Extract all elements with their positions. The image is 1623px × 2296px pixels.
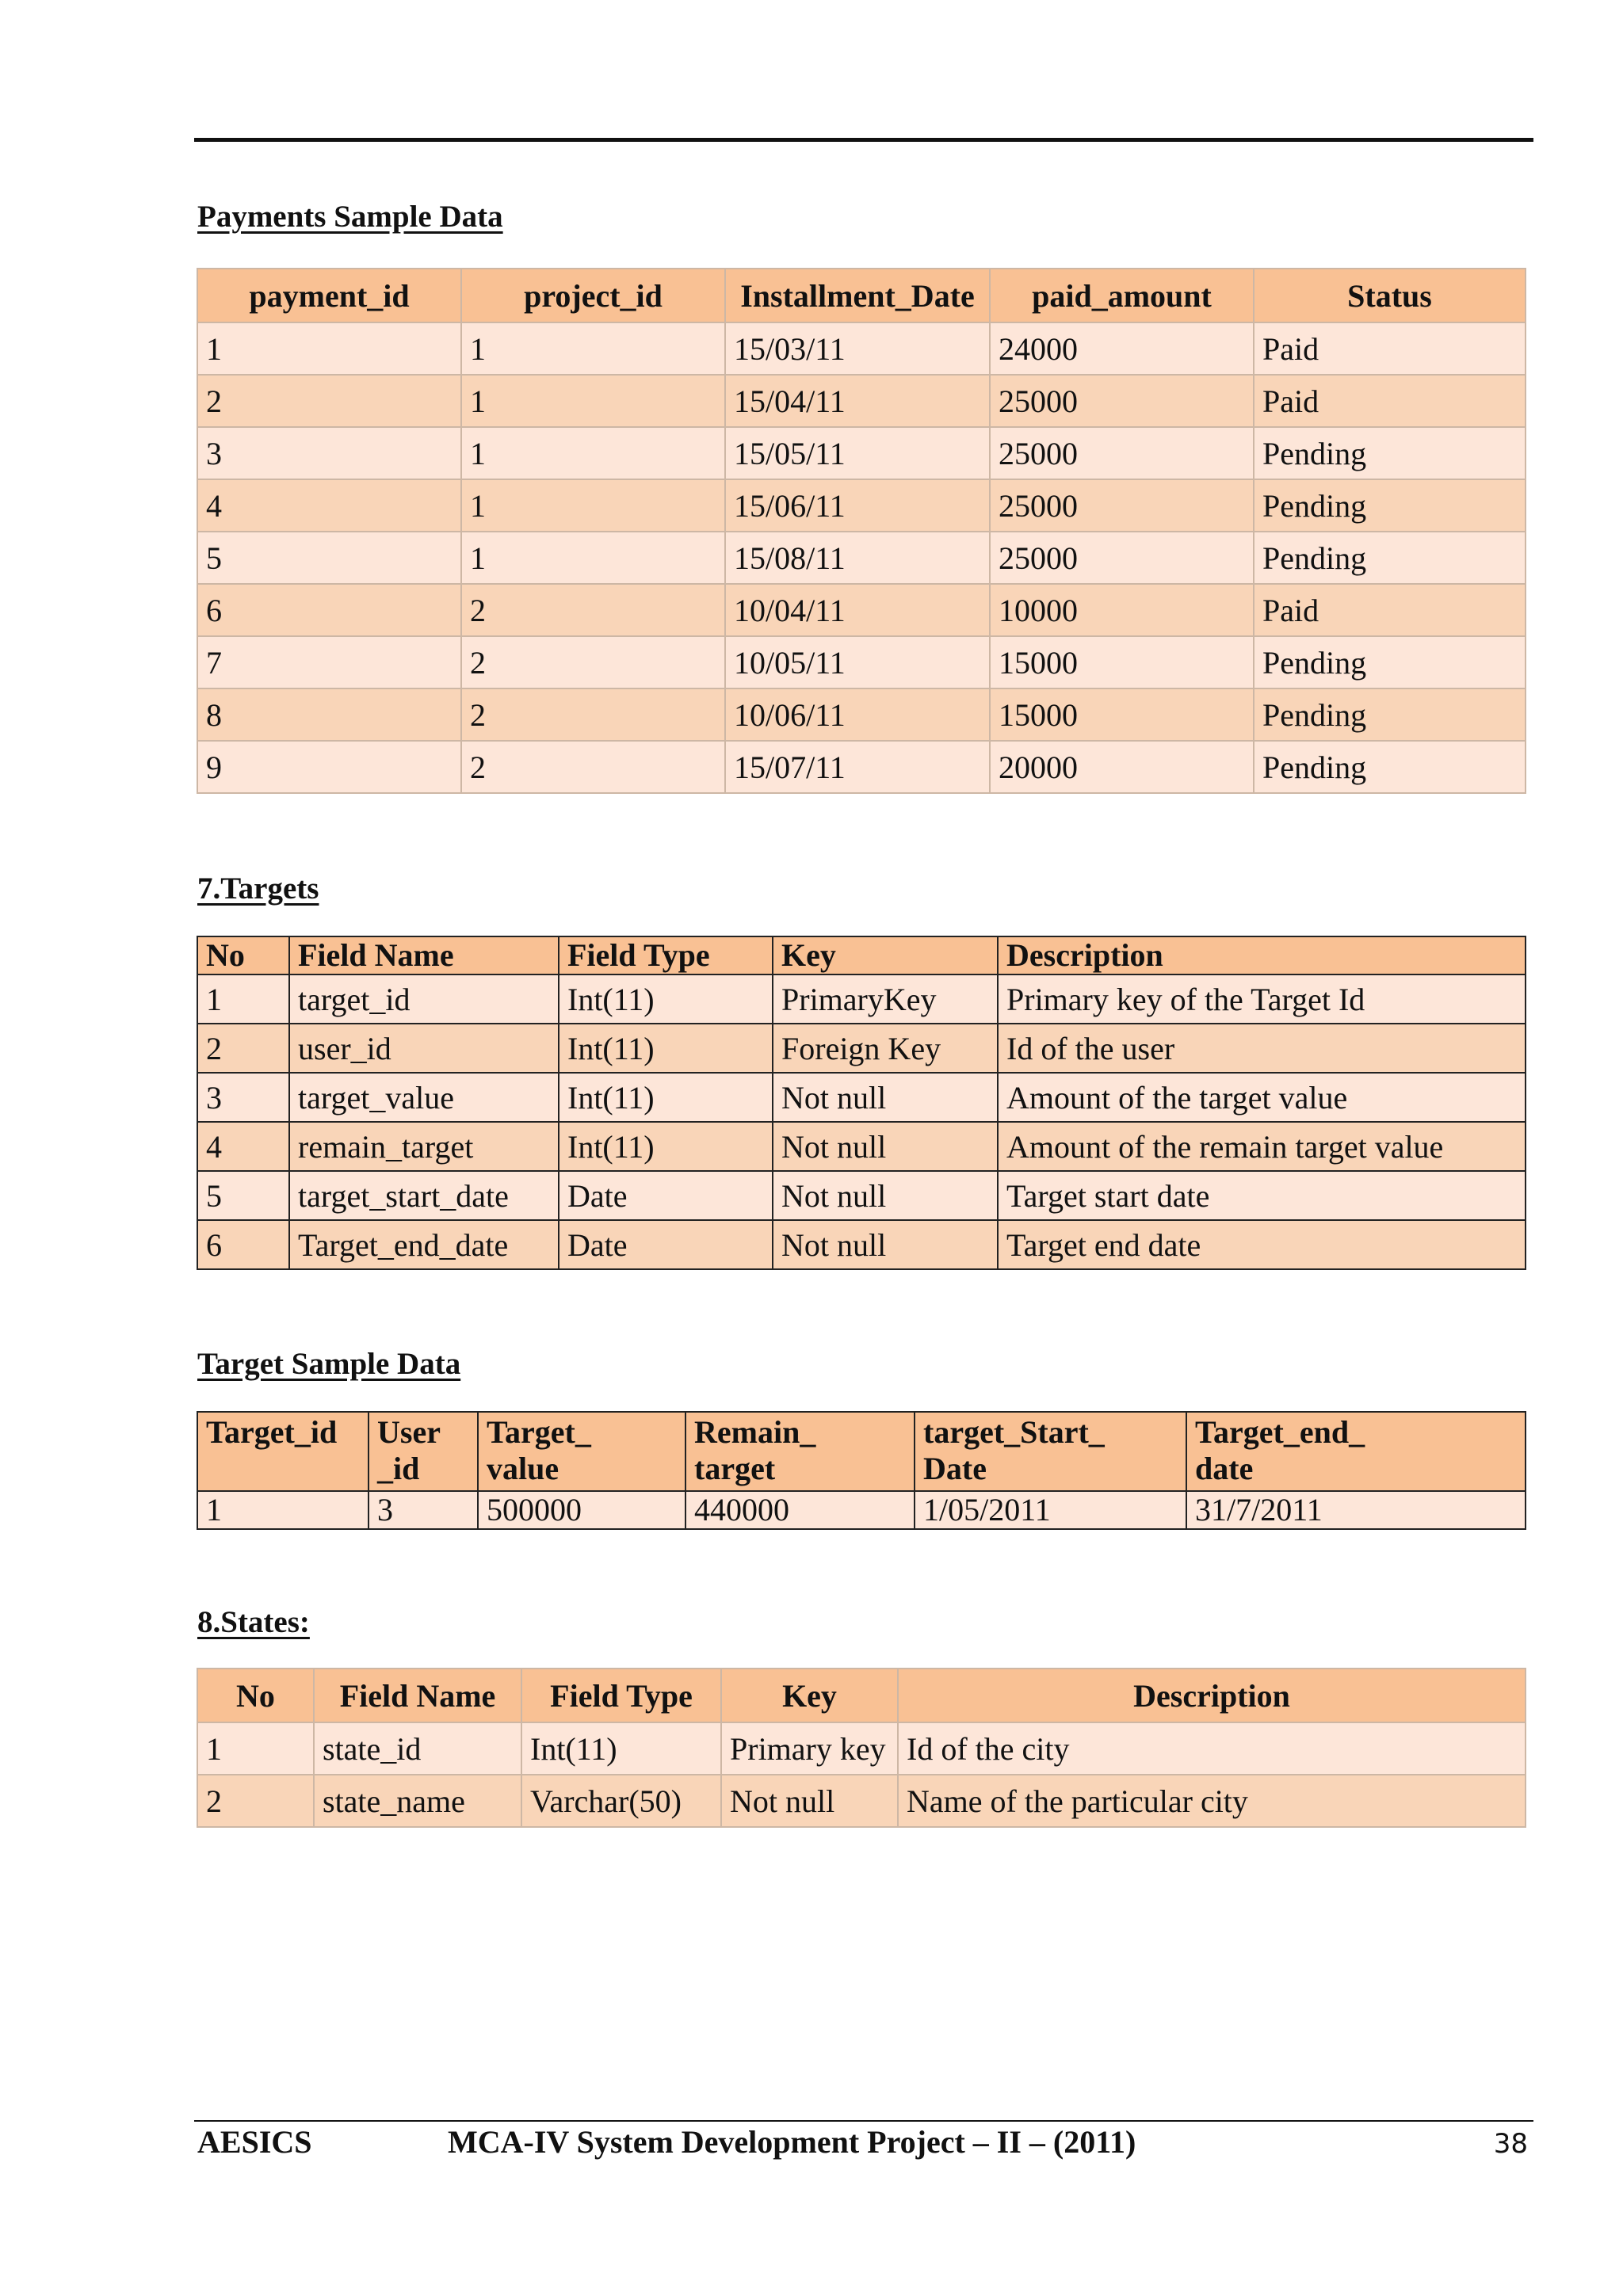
table-cell: 9 — [197, 741, 461, 793]
table-cell: 5 — [197, 532, 461, 584]
table-cell: Varchar(50) — [521, 1775, 721, 1827]
table-cell: 2 — [197, 1775, 314, 1827]
table-cell: 1 — [461, 479, 725, 532]
table-cell: 2 — [461, 741, 725, 793]
table-row — [197, 1775, 1526, 1827]
table-cell: Amount of the remain target value — [998, 1122, 1526, 1171]
table-cell: 3 — [369, 1491, 478, 1529]
table-cell: Int(11) — [559, 974, 773, 1024]
table-cell: 5 — [197, 1171, 289, 1220]
table-cell: Paid — [1254, 322, 1526, 375]
table-row — [197, 741, 1526, 793]
table-row — [197, 479, 1526, 532]
table-cell: Not null — [773, 1220, 998, 1269]
table-cell: target_value — [289, 1073, 559, 1122]
table-cell: 15/03/11 — [725, 322, 990, 375]
column-header: Key — [773, 936, 998, 974]
column-header: User _id — [369, 1412, 478, 1491]
table-cell: Paid — [1254, 584, 1526, 636]
table-cell: user_id — [289, 1024, 559, 1073]
table-cell: 6 — [197, 1220, 289, 1269]
table-row — [197, 1073, 1526, 1122]
column-header: Field Type — [521, 1669, 721, 1722]
table-cell: Pending — [1254, 636, 1526, 688]
table-cell: 15/04/11 — [725, 375, 990, 427]
table-cell: 4 — [197, 479, 461, 532]
footer-project-title: MCA-IV System Development Project – II – (2011) — [448, 2124, 1136, 2160]
column-header: Field Name — [314, 1669, 521, 1722]
table-cell: 15/06/11 — [725, 479, 990, 532]
table-cell: 2 — [461, 636, 725, 688]
table-row — [197, 584, 1526, 636]
table-cell: Date — [559, 1220, 773, 1269]
target-sample-heading: Target Sample Data — [197, 1347, 461, 1381]
table-cell: 10000 — [990, 584, 1254, 636]
states-table — [197, 1668, 1526, 1828]
table-cell: 7 — [197, 636, 461, 688]
table-cell: 25000 — [990, 532, 1254, 584]
table-cell: 2 — [197, 375, 461, 427]
table-cell: 3 — [197, 1073, 289, 1122]
column-header: Field Name — [289, 936, 559, 974]
table-header-row — [197, 269, 1526, 322]
table-cell: Pending — [1254, 427, 1526, 479]
table-row — [197, 1171, 1526, 1220]
table-cell: Name of the particular city — [898, 1775, 1526, 1827]
table-cell: state_name — [314, 1775, 521, 1827]
target-sample-table — [197, 1411, 1526, 1530]
table-cell: Id of the city — [898, 1722, 1526, 1775]
table-header-row — [197, 1669, 1526, 1722]
table-row — [197, 974, 1526, 1024]
table-cell: Target end date — [998, 1220, 1526, 1269]
table-cell: 1 — [461, 427, 725, 479]
table-cell: state_id — [314, 1722, 521, 1775]
column-header: project_id — [461, 269, 725, 322]
table-row — [197, 1491, 1526, 1529]
table-cell: 25000 — [990, 479, 1254, 532]
column-header: Field Type — [559, 936, 773, 974]
table-cell: target_start_date — [289, 1171, 559, 1220]
table-cell: 1/05/2011 — [915, 1491, 1186, 1529]
table-cell: 1 — [197, 974, 289, 1024]
table-cell: 4 — [197, 1122, 289, 1171]
table-cell: Not null — [773, 1073, 998, 1122]
table-cell: 15/08/11 — [725, 532, 990, 584]
table-cell: Not null — [773, 1122, 998, 1171]
table-cell: Date — [559, 1171, 773, 1220]
table-cell: 1 — [461, 375, 725, 427]
payments-sample-table — [197, 268, 1526, 794]
table-cell: target_id — [289, 974, 559, 1024]
table-cell: Not null — [721, 1775, 898, 1827]
table-cell: 24000 — [990, 322, 1254, 375]
column-header: Description — [998, 936, 1526, 974]
table-cell: 25000 — [990, 427, 1254, 479]
table-header-row — [197, 936, 1526, 974]
table-row — [197, 688, 1526, 741]
table-cell: Pending — [1254, 688, 1526, 741]
table-cell: PrimaryKey — [773, 974, 998, 1024]
column-header: No — [197, 1669, 314, 1722]
table-header-row — [197, 1412, 1526, 1491]
column-header: No — [197, 936, 289, 974]
table-cell: 8 — [197, 688, 461, 741]
table-row — [197, 427, 1526, 479]
table-cell: Amount of the target value — [998, 1073, 1526, 1122]
table-cell: Pending — [1254, 532, 1526, 584]
page-number: 38 — [1493, 2128, 1528, 2160]
table-cell: 25000 — [990, 375, 1254, 427]
column-header: Description — [898, 1669, 1526, 1722]
table-cell: Id of the user — [998, 1024, 1526, 1073]
table-cell: Int(11) — [559, 1122, 773, 1171]
table-cell: 20000 — [990, 741, 1254, 793]
table-cell: 3 — [197, 427, 461, 479]
table-cell: Pending — [1254, 479, 1526, 532]
column-header: Target_ value — [478, 1412, 685, 1491]
table-cell: Not null — [773, 1171, 998, 1220]
table-cell: 1 — [197, 1491, 369, 1529]
table-cell: 15000 — [990, 636, 1254, 688]
table-cell: 10/06/11 — [725, 688, 990, 741]
table-row — [197, 1722, 1526, 1775]
table-row — [197, 636, 1526, 688]
table-cell: 2 — [197, 1024, 289, 1073]
table-cell: 15000 — [990, 688, 1254, 741]
table-cell: 6 — [197, 584, 461, 636]
targets-heading: 7.Targets — [197, 871, 319, 906]
table-cell: Target start date — [998, 1171, 1526, 1220]
column-header: payment_id — [197, 269, 461, 322]
payments-sample-heading: Payments Sample Data — [197, 200, 503, 234]
table-cell: Paid — [1254, 375, 1526, 427]
table-cell: Int(11) — [521, 1722, 721, 1775]
table-row — [197, 532, 1526, 584]
table-row — [197, 1220, 1526, 1269]
table-cell: Target_end_date — [289, 1220, 559, 1269]
table-cell: 10/04/11 — [725, 584, 990, 636]
table-cell: 2 — [461, 688, 725, 741]
table-cell: Int(11) — [559, 1024, 773, 1073]
table-row — [197, 1122, 1526, 1171]
column-header: Status — [1254, 269, 1526, 322]
column-header: target_Start_ Date — [915, 1412, 1186, 1491]
table-cell: 2 — [461, 584, 725, 636]
table-row — [197, 1024, 1526, 1073]
table-cell: 440000 — [685, 1491, 915, 1529]
table-cell: remain_target — [289, 1122, 559, 1171]
column-header: paid_amount — [990, 269, 1254, 322]
table-cell: 10/05/11 — [725, 636, 990, 688]
footer-rule — [194, 2120, 1533, 2122]
table-cell: 15/05/11 — [725, 427, 990, 479]
column-header: Installment_Date — [725, 269, 990, 322]
table-cell: Int(11) — [559, 1073, 773, 1122]
table-cell: 1 — [197, 322, 461, 375]
table-cell: Foreign Key — [773, 1024, 998, 1073]
table-cell: 15/07/11 — [725, 741, 990, 793]
table-cell: Pending — [1254, 741, 1526, 793]
table-row — [197, 375, 1526, 427]
table-cell: 1 — [197, 1722, 314, 1775]
column-header: Target_end_ date — [1186, 1412, 1526, 1491]
table-cell: Primary key of the Target Id — [998, 974, 1526, 1024]
header-rule — [194, 138, 1533, 142]
table-cell: 1 — [461, 532, 725, 584]
table-cell: 31/7/2011 — [1186, 1491, 1526, 1529]
column-header: Remain_ target — [685, 1412, 915, 1491]
footer-institution: AESICS — [197, 2124, 312, 2160]
table-cell: 500000 — [478, 1491, 685, 1529]
targets-table — [197, 936, 1526, 1270]
table-cell: 1 — [461, 322, 725, 375]
table-cell: Primary key — [721, 1722, 898, 1775]
column-header: Target_id — [197, 1412, 369, 1491]
table-row — [197, 322, 1526, 375]
states-heading: 8.States: — [197, 1605, 310, 1639]
column-header: Key — [721, 1669, 898, 1722]
